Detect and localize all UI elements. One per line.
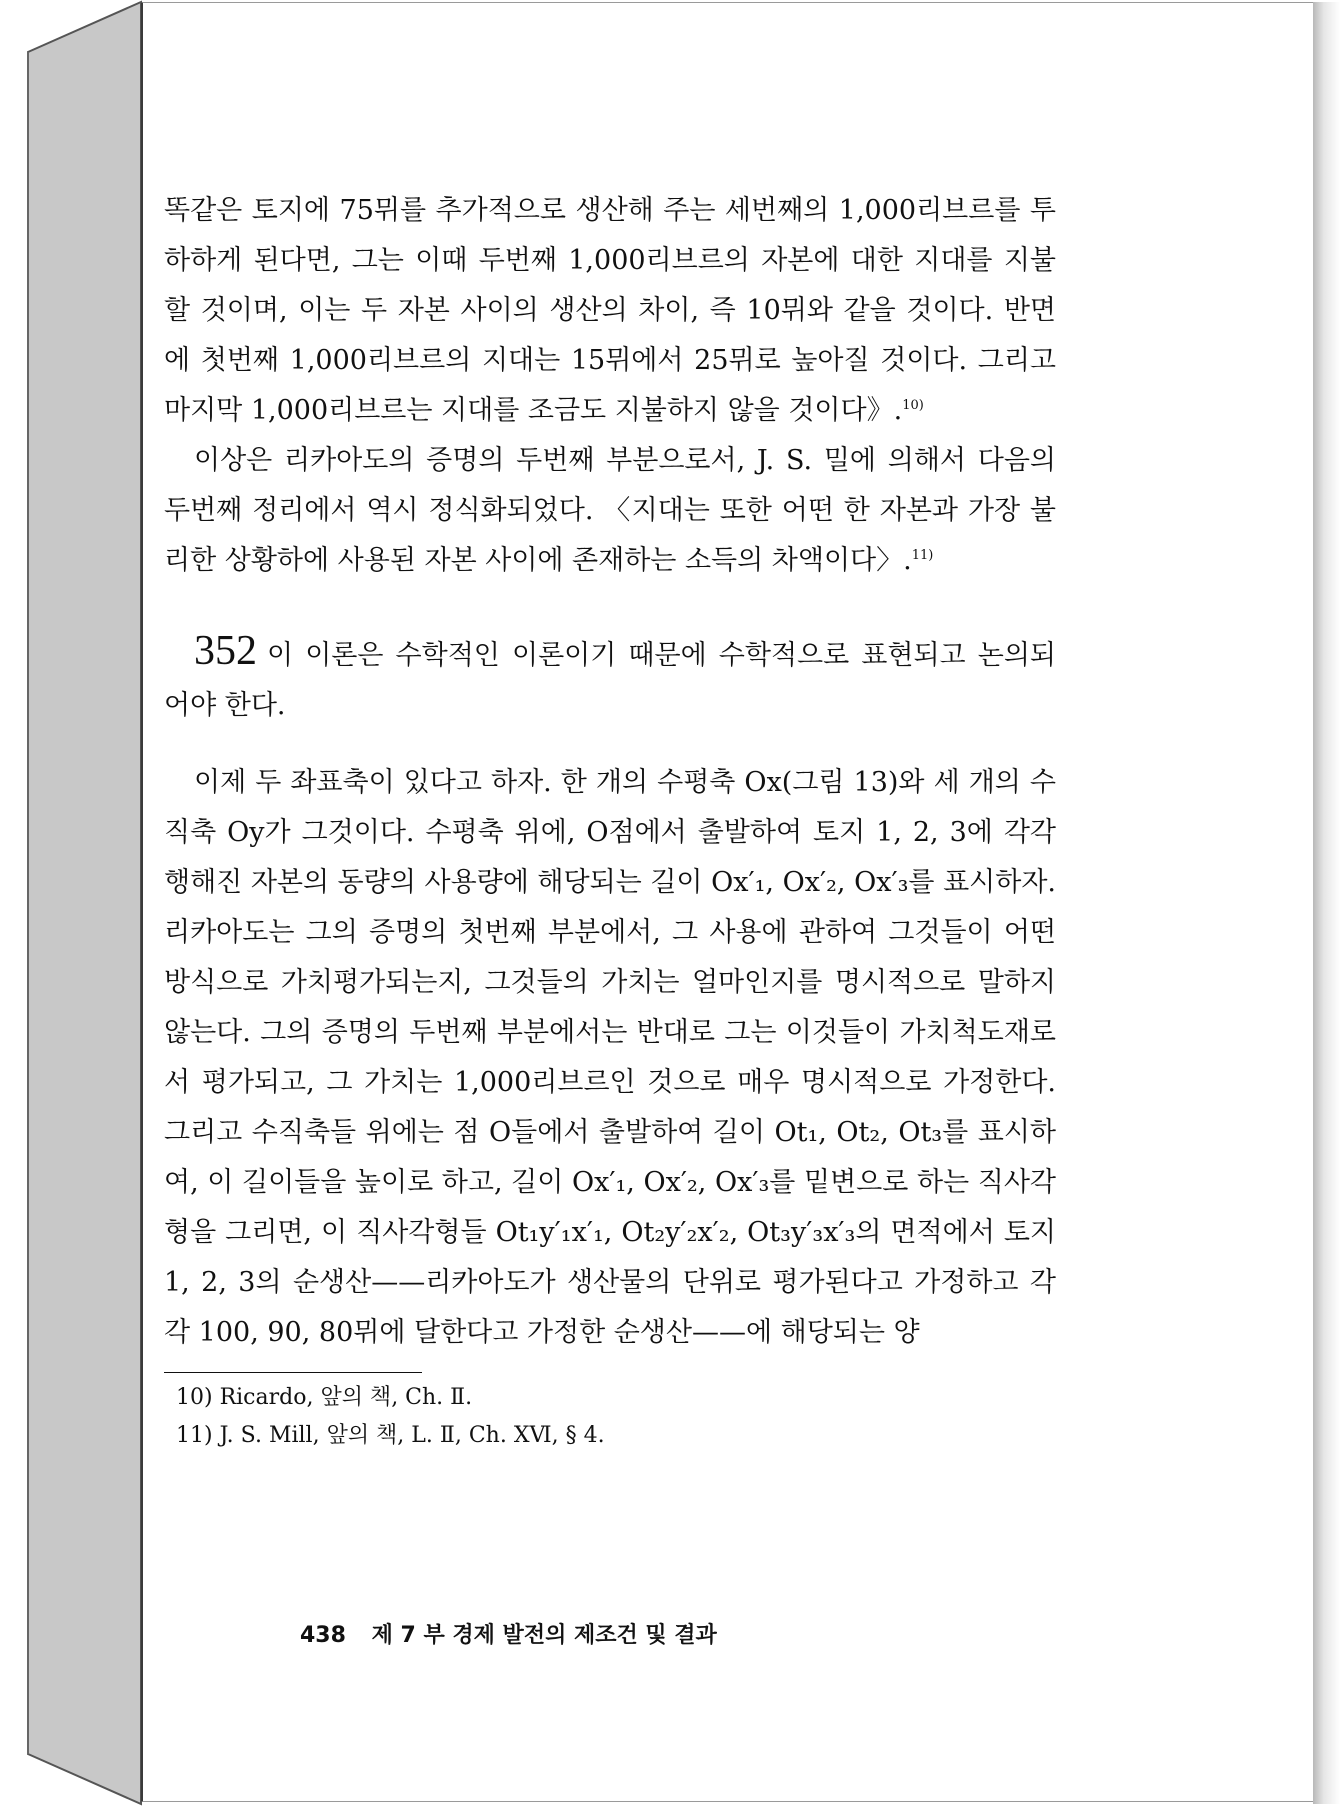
footnote-divider (164, 1372, 422, 1373)
section-number: 352 (194, 628, 257, 674)
footnote-11: 11) J. S. Mill, 앞의 책, L. Ⅱ, Ch. ⅩⅥ, § 4. (176, 1423, 605, 1448)
page-right-shadow (1313, 2, 1340, 1804)
section-body: 이제 두 좌표축이 있다고 하자. 한 개의 수평축 Ox(그림 13)와 세 개의 수직축 Oy가 그것이다. 수평축 위에, O점에서 출발하여 토지 1, 2, 3에 각각 행해진 자본의 동량의 사용량에 해당되는 길이 Ox′₁, Ox′₂, Ox′₃를 표시하자. 리카아도는 그의 증명의 첫번째 부분에서, 그 사용에 관하여 그것들이 어떤 방식으로 가치평가되는지, 그것들의 가치는 얼마인지를 명시적으로 말하지 않는다. 그의 증명의 두번째 부분에서는 반대로 그는 이것들이 가치척도재로서 평가되고, 그 가치는 1,000리브르인 것으로 매우 명시적으로 가정한다. 그리고 수직축들 위에는 점 O들에서 출발하여 길이 Ot₁, Ot₂, Ot₃를 표시하여, 이 길이들을 높이로 하고, 길이 Ox′₁, Ox′₂, Ox′₃를 밑변으로 하는 직사각형을 그리면, 이 직사각형들 Ot₁y′₁x′₁, Ot₂y′₂x′₂, Ot₃y′₃x′₃의 면적에서 토지 1, 2, 3의 순생산——리카아도가 생산물의 단위로 평가된다고 가정하고 각각 100, 90, 80뮈에 달한다고 가정한 순생산——에 해당되는 양 (164, 767, 1056, 1348)
section-352 (164, 626, 1056, 731)
footnote-ref: 11) (911, 548, 934, 563)
footnote-ref: 10) (902, 398, 924, 413)
running-title: 제 7 부 경제 발전의 제조건 및 결과 (371, 1623, 717, 1648)
paragraph-mill (164, 436, 1056, 586)
page-number: 438 (300, 1623, 346, 1648)
footnote-10: 10) Ricardo, 앞의 책, Ch. Ⅱ. (176, 1385, 473, 1410)
paragraph-text: 똑같은 토지에 75뮈를 추가적으로 생산해 주는 세번째의 1,000리브르를 투하하게 된다면, 그는 이때 두번째 1,000리브르의 자본에 대한 지대를 지불할 것이며, 이는 두 자본 사이의 생산의 차이, 즉 10뮈와 같을 것이다. 반면에 첫번째 1,000리브르의 지대는 15뮈에서 25뮈로 높아질 것이다. 그리고 마지막 1,000리브르는 지대를 조금도 지불하지 않을 것이다》. (164, 195, 1056, 426)
paragraph-text: 이상은 리카아도의 증명의 두번째 부분으로서, J. S. 밀에 의해서 다음의 두번째 정리에서 역시 정식화되었다. 〈지대는 또한 어떤 한 자본과 가장 불리한 상황하에 사용된 자본 사이에 존재하는 소득의 차액이다〉. (164, 445, 1056, 576)
section-intro: 이 이론은 수학적인 이론이기 때문에 수학적으로 표현되고 논의되어야 한다. (164, 640, 1056, 721)
page-footer (300, 1618, 717, 1649)
footnotes (164, 1379, 1056, 1455)
page-body (164, 186, 1056, 1455)
paragraph-continued (164, 186, 1056, 436)
